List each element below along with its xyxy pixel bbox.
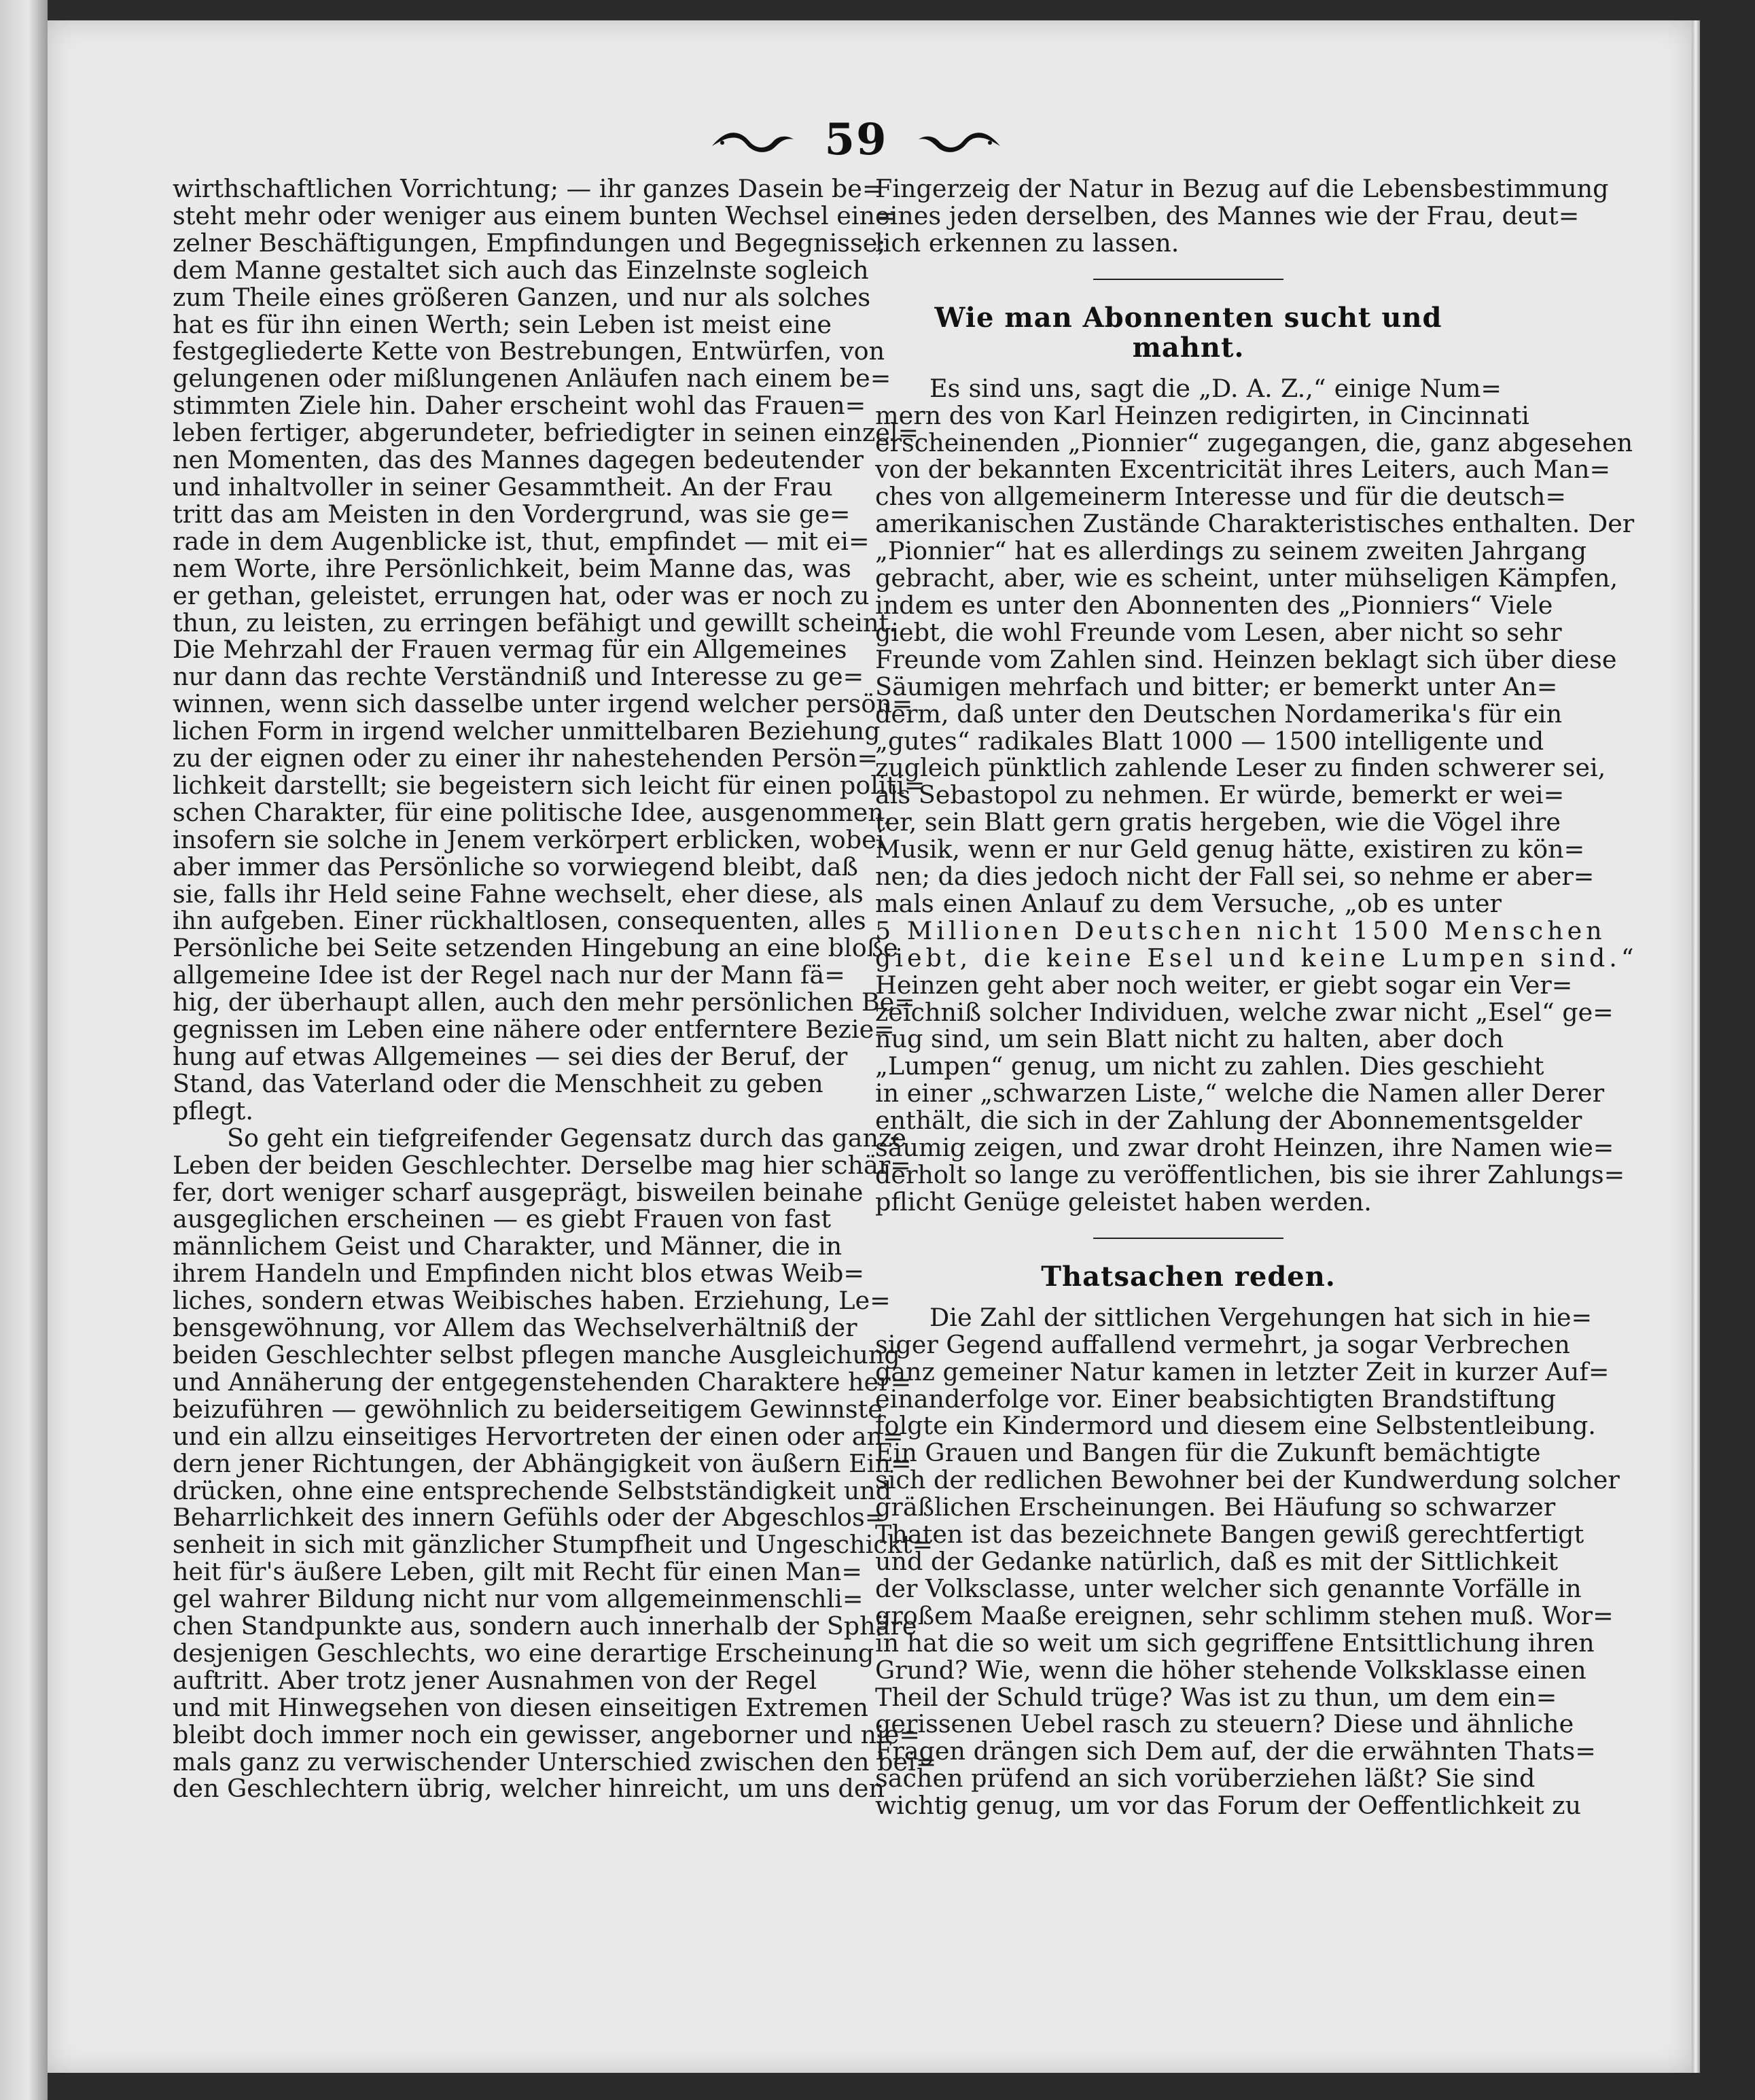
text-line: wirthschaftlichen Vorrichtung; — ihr ganzes Dasein be= — [173, 174, 883, 203]
text-line: ihn aufgeben. Einer rückhaltlosen, consequenten, alles — [173, 906, 866, 936]
text-line: Persönliche bei Seite setzenden Hingebung an eine bloße — [173, 933, 898, 963]
text-line: zelner Beschäftigungen, Empfindungen und Begegnisse; — [173, 228, 886, 258]
left-ornament-icon — [709, 122, 797, 156]
text-line: gel wahrer Bildung nicht nur vom allgemeinmenschli= — [173, 1584, 864, 1614]
text-line: und ein allzu einseitiges Hervortreten der einen oder an= — [173, 1421, 904, 1451]
page-header — [713, 109, 999, 170]
text-line: enthält, die sich in der Zahlung der Abonnementsgelder — [875, 1106, 1582, 1136]
text-line: zeichniß solcher Individuen, welche zwar nicht „Esel“ ge= — [875, 997, 1614, 1027]
text-line: nur dann das rechte Verständniß und Interesse zu ge= — [173, 662, 864, 692]
text-line: auftritt. Aber trotz jener Ausnahmen von der Regel — [173, 1665, 817, 1695]
text-line: Fingerzeig der Natur in Bezug auf die Lebensbestimmung — [875, 174, 1609, 203]
text-line: in einer „schwarzen Liste,“ welche die Namen aller Derer — [875, 1079, 1605, 1108]
text-line: giebt, die wohl Freunde vom Lesen, aber nicht so sehr — [875, 617, 1562, 647]
text-line: einanderfolge vor. Einer beabsichtigten Brandstiftung — [875, 1384, 1556, 1414]
text-line: tritt das am Meisten in den Vordergrund, was sie ge= — [173, 499, 851, 529]
text-line: gräßlichen Erscheinungen. Bei Häufung so schwarzer — [875, 1492, 1556, 1522]
text-line: Freunde vom Zahlen sind. Heinzen beklagt sich über diese — [875, 644, 1617, 674]
text-line: beiden Geschlechter selbst pflegen manche Ausgleichung — [173, 1340, 900, 1369]
text-line: fer, dort weniger scharf ausgeprägt, bisweilen beinahe — [173, 1177, 864, 1207]
text-line: bensgewöhnung, vor Allem das Wechselverhältniß der — [173, 1313, 857, 1343]
text-line: nen Momenten, das des Mannes dagegen bedeutender — [173, 445, 864, 475]
text-line: winnen, wenn sich dasselbe unter irgend welcher persön= — [173, 689, 913, 719]
text-line: allgemeine Idee ist der Regel nach nur der Mann fä= — [173, 960, 845, 990]
text-line: steht mehr oder weniger aus einem bunten Wechsel ein= — [173, 200, 896, 230]
text-line: lichen Form in irgend welcher unmittelbaren Beziehung — [173, 716, 881, 746]
text-line: Beharrlichkeit des innern Gefühls oder der Abgeschlos= — [173, 1503, 886, 1533]
text-line: nen; da dies jedoch nicht der Fall sei, so nehme er aber= — [875, 862, 1595, 892]
text-line: als Sebastopol zu nehmen. Er würde, bemerkt er wei= — [875, 780, 1565, 810]
text-line: derholt so lange zu veröffentlichen, bis sie ihrer Zahlungs= — [875, 1160, 1625, 1189]
section-divider — [1093, 279, 1283, 280]
text-line: stimmten Ziele hin. Daher erscheint wohl das Frauen= — [173, 391, 866, 421]
text-line: Die Mehrzahl der Frauen vermag für ein Allgemeines — [173, 635, 847, 665]
text-line: erscheinenden „Pionnier“ zugegangen, die, ganz abgesehen — [875, 427, 1633, 457]
text-line: derm, daß unter den Deutschen Nordamerika's für ein — [875, 699, 1563, 729]
text-line: insofern sie solche in Jenem verkörpert erblicken, wobei — [173, 824, 885, 854]
text-line: und der Gedanke natürlich, daß es mit der Sittlichkeit — [875, 1546, 1559, 1576]
text-line: zum Theile eines größeren Ganzen, und nur als solches — [173, 282, 871, 312]
text-line: gegnissen im Leben eine nähere oder entferntere Bezie= — [173, 1015, 895, 1045]
text-line: großem Maaße ereignen, sehr schlimm stehen muß. Wor= — [875, 1600, 1614, 1630]
text-line: drücken, ohne eine entsprechende Selbstständigkeit und — [173, 1475, 892, 1505]
text-line: ches von allgemeinerm Interesse und für die deutsch= — [875, 482, 1566, 512]
text-line: und Annäherung der entgegenstehenden Charaktere her= — [173, 1367, 912, 1397]
page-number: 59 — [824, 113, 888, 165]
text-line: und mit Hinwegsehen von diesen einseitigen Extremen — [173, 1692, 868, 1722]
page-edge — [1692, 20, 1700, 2073]
text-line: lichkeit darstellt; sie begeistern sich leicht für einen politi= — [173, 770, 925, 800]
text-line: eines jeden derselben, des Mannes wie der Frau, deut= — [875, 200, 1580, 230]
text-line: Es sind uns, sagt die „D. A. Z.,“ einige Num= — [929, 373, 1502, 403]
text-line: folgte ein Kindermord und diesem eine Selbstentleibung. — [875, 1411, 1596, 1441]
text-line: ausgeglichen erscheinen — es giebt Frauen von fast — [173, 1204, 831, 1234]
text-line: und inhaltvoller in seiner Gesammtheit. An der Frau — [173, 472, 833, 502]
text-line: So geht ein tiefgreifender Gegensatz durch das ganze — [227, 1123, 906, 1153]
text-line: bleibt doch immer noch ein gewisser, angeborner und nie= — [173, 1719, 920, 1749]
text-line: liches, sondern etwas Weibisches haben. Erziehung, Le= — [173, 1286, 891, 1316]
text-line: dern jener Richtungen, der Abhängigkeit von äußern Ein= — [173, 1448, 912, 1478]
text-line: 5 Millionen Deutschen nicht 1500 Menschen — [875, 915, 1606, 945]
text-line: gelungenen oder mißlungenen Anläufen nach einem be= — [173, 364, 891, 393]
text-line: leben fertiger, abgerundeter, befriedigter in seinen einzel= — [173, 418, 919, 448]
text-line: indem es unter den Abonnenten des „Pionniers“ Viele — [875, 590, 1553, 620]
text-line: hung auf etwas Allgemeines — sei dies der Beruf, der — [173, 1042, 848, 1071]
text-line: „gutes“ radikales Blatt 1000 — 1500 intelligente und — [875, 726, 1544, 756]
text-line: in hat die so weit um sich gegriffene Entsittlichung ihren — [875, 1628, 1595, 1658]
text-line: Stand, das Vaterland oder die Menschheit zu geben — [173, 1068, 823, 1098]
text-line: nug sind, um sein Blatt nicht zu halten, aber doch — [875, 1024, 1504, 1054]
text-line: den Geschlechtern übrig, welcher hinreicht, um uns den — [173, 1774, 885, 1804]
text-line: mals einen Anlauf zu dem Versuche, „ob es unter — [875, 888, 1502, 918]
text-line: Leben der beiden Geschlechter. Derselbe mag hier schär= — [173, 1150, 911, 1180]
text-line: amerikanischen Zustände Charakteristisches enthalten. Der — [875, 509, 1635, 539]
text-line: Säumigen mehrfach und bitter; er bemerkt unter An= — [875, 671, 1558, 701]
section-divider — [1093, 1238, 1283, 1239]
text-line: Ein Grauen und Bangen für die Zukunft bemächtigte — [875, 1438, 1541, 1468]
text-line: ihrem Handeln und Empfinden nicht blos etwas Weib= — [173, 1259, 864, 1289]
text-line: „Lumpen“ genug, um nicht zu zahlen. Dies geschieht — [875, 1051, 1544, 1081]
text-line: rade in dem Augenblicke ist, thut, empfindet — mit ei= — [173, 526, 870, 556]
text-line: zu der eignen oder zu einer ihr nahestehenden Persön= — [173, 743, 879, 773]
text-line: Thaten ist das bezeichnete Bangen gewiß gerechtfertigt — [875, 1520, 1584, 1550]
text-line: desjenigen Geschlechts, wo eine derartige Erscheinung — [173, 1638, 874, 1668]
text-line: ganz gemeiner Natur kamen in letzter Zeit in kurzer Auf= — [875, 1357, 1610, 1386]
text-line: er gethan, geleistet, errungen hat, oder was er noch zu — [173, 580, 870, 610]
text-line: festgegliederte Kette von Bestrebungen, Entwürfen, von — [173, 336, 885, 366]
facing-page-edge — [0, 0, 48, 2100]
text-line: mern des von Karl Heinzen redigirten, in Cincinnati — [875, 400, 1529, 430]
text-line: hat es für ihn einen Werth; sein Leben ist meist eine — [173, 309, 832, 339]
text-line: sachen prüfend an sich vorüberziehen läßt? Sie sind — [875, 1764, 1536, 1793]
text-line: sie, falls ihr Held seine Fahne wechselt, eher diese, als — [173, 879, 864, 909]
text-line: der Volksclasse, unter welcher sich genannte Vorfälle in — [875, 1573, 1582, 1603]
text-line: Grund? Wie, wenn die höher stehende Volksklasse einen — [875, 1655, 1586, 1685]
article-title: Thatsachen reden. — [1041, 1260, 1336, 1293]
text-line: Theil der Schuld trüge? Was ist zu thun, um dem ein= — [875, 1682, 1557, 1712]
text-line: „Pionnier“ hat es allerdings zu seinem zweiten Jahrgang — [875, 536, 1587, 566]
text-line: schen Charakter, für eine politische Idee, ausgenommen, — [173, 797, 892, 827]
left-column — [173, 174, 937, 1804]
right-column — [875, 174, 1638, 1821]
text-line: Heinzen geht aber noch weiter, er giebt sogar ein Ver= — [875, 970, 1573, 1000]
text-line: senheit in sich mit gänzlicher Stumpfheit und Ungeschickt= — [173, 1530, 934, 1560]
text-line: mals ganz zu verwischender Unterschied zwischen den bei= — [173, 1747, 937, 1777]
text-line: lich erkennen zu lassen. — [875, 228, 1180, 258]
text-line: von der bekannten Excentricität ihres Leiters, auch Man= — [875, 455, 1611, 485]
text-line: heit für's äußere Leben, gilt mit Recht für einen Man= — [173, 1557, 862, 1587]
text-line: wichtig genug, um vor das Forum der Oeffentlichkeit zu — [875, 1791, 1581, 1821]
text-line: Musik, wenn er nur Geld genug hätte, existiren zu kön= — [875, 835, 1585, 864]
text-line: dem Manne gestaltet sich auch das Einzelnste sogleich — [173, 255, 869, 285]
text-line: thun, zu leisten, zu erringen befähigt und gewillt scheint. — [173, 608, 897, 637]
article-title: Wie man Abonnenten sucht und mahnt. — [934, 301, 1442, 364]
text-line: gebracht, aber, wie es scheint, unter mühseligen Kämpfen, — [875, 563, 1618, 593]
text-line: nem Worte, ihre Persönlichkeit, beim Manne das, was — [173, 553, 851, 583]
text-line: ter, sein Blatt gern gratis hergeben, wie die Vögel ihre — [875, 807, 1561, 837]
text-line: pflicht Genüge geleistet haben werden. — [875, 1187, 1372, 1217]
text-line: chen Standpunkte aus, sondern auch innerhalb der Sphäre — [173, 1611, 917, 1641]
text-line: hig, der überhaupt allen, auch den mehr persönlichen Be= — [173, 987, 915, 1017]
text-line: zugleich pünktlich zahlende Leser zu finden schwerer sei, — [875, 753, 1606, 783]
right-ornament-icon — [915, 122, 1004, 156]
text-line: sich der redlichen Bewohner bei der Kundwerdung solcher — [875, 1465, 1620, 1495]
text-line: siger Gegend auffallend vermehrt, ja sogar Verbrechen — [875, 1329, 1570, 1359]
text-line: säumig zeigen, und zwar droht Heinzen, ihre Namen wie= — [875, 1133, 1614, 1163]
text-line: aber immer das Persönliche so vorwiegend bleibt, daß — [173, 852, 858, 881]
text-line: giebt, die keine Esel und keine Lumpen sind.“ — [875, 943, 1638, 973]
text-line: Die Zahl der sittlichen Vergehungen hat sich in hie= — [929, 1302, 1593, 1332]
text-line: gerissenen Uebel rasch zu steuern? Diese und ähnliche — [875, 1709, 1574, 1739]
text-line: Fragen drängen sich Dem auf, der die erwähnten Thats= — [875, 1736, 1596, 1766]
text-line: beizuführen — gewöhnlich zu beiderseitigem Gewinnste — [173, 1394, 883, 1424]
text-line: pflegt. — [173, 1096, 253, 1125]
text-line: männlichem Geist und Charakter, und Männer, die in — [173, 1231, 843, 1261]
